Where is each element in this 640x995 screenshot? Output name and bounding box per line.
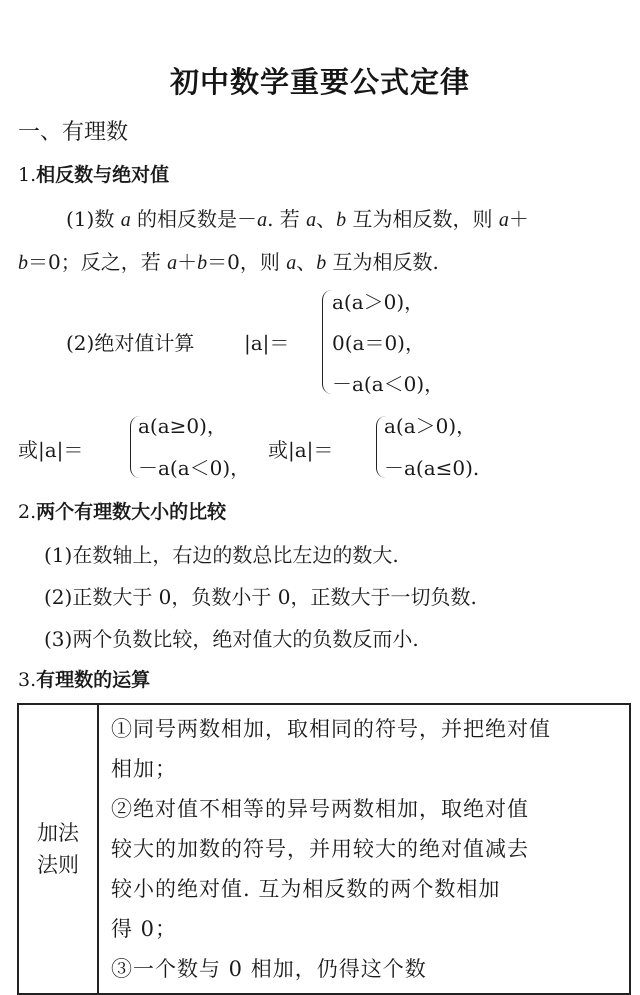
alt-1-case-1: a(a≥0)， <box>138 414 227 438</box>
case-2: 0(a＝0)， <box>332 331 425 355</box>
case-1: a(a＞0)， <box>332 290 425 314</box>
subsection-number: 1. <box>18 164 37 186</box>
text: 或 <box>268 438 288 462</box>
text: 互为相反数. <box>326 250 439 274</box>
rule-line: ①同号两数相加，取相同的符号，并把绝对值 <box>111 717 551 741</box>
variable: b <box>316 252 327 274</box>
variable: a <box>257 209 268 231</box>
rule-line: 较小的绝对值. 互为相反数的两个数相加 <box>111 877 501 901</box>
rule-body-cell <box>98 704 630 994</box>
abs-lhs: |a|＝ <box>38 438 84 462</box>
abs-lhs: |a|＝ <box>244 331 290 355</box>
variable: a <box>306 209 317 231</box>
rule-line: ③一个数与 0 相加，仍得这个数 <box>111 957 427 981</box>
text: 或 <box>18 438 38 462</box>
opposite-number-paragraph-line2 <box>18 246 439 275</box>
rule-line: 得 0； <box>111 917 178 941</box>
operation-rules-table <box>17 703 631 995</box>
absolute-value-definition <box>66 327 194 356</box>
variable: a <box>286 252 297 274</box>
rule-line: 相加； <box>111 757 177 781</box>
alt-1-case-2: －a(a＜0)， <box>138 456 251 480</box>
text: ＋ <box>177 250 198 274</box>
case-3: －a(a＜0)， <box>332 372 445 396</box>
text: 绝对值计算 <box>94 331 195 355</box>
rule-line: ②绝对值不相等的异号两数相加，取绝对值 <box>111 797 529 821</box>
variable: b <box>18 252 28 274</box>
variable: b <box>197 252 208 274</box>
text: ＋ <box>508 207 529 231</box>
variable: a <box>167 252 178 274</box>
text: 的相反数是－ <box>130 207 258 231</box>
subsection-heading-2 <box>18 497 226 524</box>
subsection-title: 两个有理数大小的比较 <box>36 501 227 523</box>
subsection-heading-3 <box>18 665 150 692</box>
subsection-number: 2. <box>18 501 37 523</box>
alt-2-prefix <box>268 434 333 463</box>
text: 互为相反数，则 <box>346 207 499 231</box>
item-label: (1) <box>66 207 95 231</box>
rule-name-line1: 加法 <box>37 821 79 845</box>
rule-name-cell <box>18 704 98 994</box>
text: 数 <box>94 207 121 231</box>
opposite-number-paragraph-line1 <box>66 203 529 232</box>
abs-lhs: |a|＝ <box>288 438 334 462</box>
text: ＝0；反之，若 <box>28 250 168 274</box>
rule-line: 较大的加数的符号，并用较大的绝对值减去 <box>111 837 529 861</box>
rule-name-line2: 法则 <box>37 853 79 877</box>
item-label: (2) <box>66 331 95 355</box>
alt-2-case-2: －a(a≤0). <box>384 456 480 480</box>
variable: a <box>120 209 131 231</box>
comparison-item-1: (1)在数轴上，右边的数总比左边的数大. <box>44 543 399 567</box>
text: 、 <box>316 207 337 231</box>
alt-1-prefix <box>18 434 83 463</box>
comparison-item-3: (3)两个负数比较，绝对值大的负数反而小. <box>44 627 419 651</box>
comparison-item-2: (2)正数大于 0，负数小于 0，正数大于一切负数. <box>44 585 477 609</box>
variable: b <box>336 209 347 231</box>
table-row <box>18 704 630 994</box>
subsection-number: 3. <box>18 669 37 691</box>
text: . 若 <box>267 207 307 231</box>
subsection-title: 有理数的运算 <box>36 669 151 691</box>
section-heading-rational-numbers: 一、有理数 <box>18 120 129 145</box>
text: ＝0，则 <box>207 250 287 274</box>
document-title: 初中数学重要公式定律 <box>169 65 470 99</box>
subsection-title: 相反数与绝对值 <box>36 164 170 186</box>
text: 、 <box>296 250 317 274</box>
variable: a <box>498 209 509 231</box>
alt-2-case-1: a(a＞0)， <box>384 414 477 438</box>
subsection-heading-1 <box>18 160 169 187</box>
